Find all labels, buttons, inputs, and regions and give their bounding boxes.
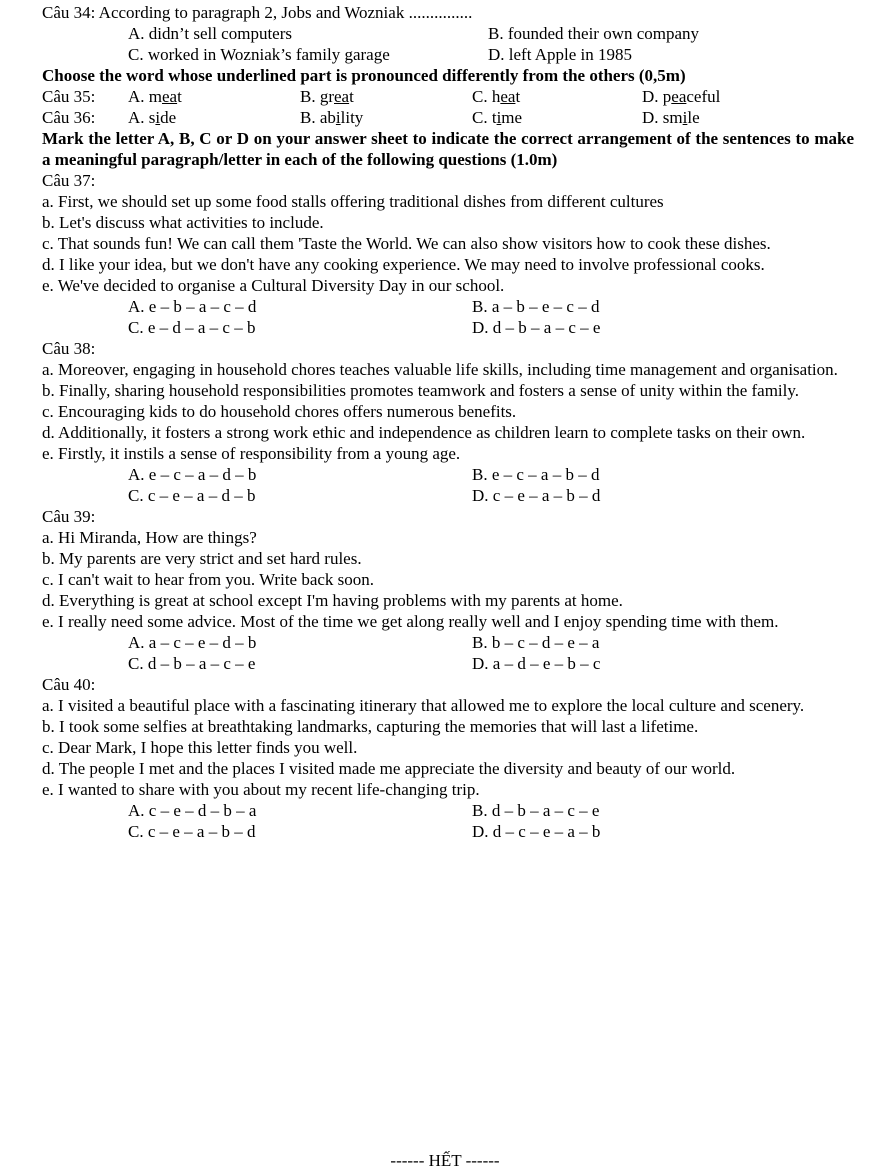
q39-sentence-d: d. Everything is great at school except I'm having problems with my parents at home. xyxy=(42,591,623,610)
q37-label: Câu 37: xyxy=(42,171,96,190)
q35-option-d: D. peaceful xyxy=(642,87,721,106)
q40-sentence-e: e. I wanted to share with you about my recent life-changing trip. xyxy=(42,780,480,799)
q39-sentence-a: a. Hi Miranda, How are things? xyxy=(42,528,257,547)
q40-option-b: B. d – b – a – c – e xyxy=(472,801,600,820)
q38-option-b: B. e – c – a – b – d xyxy=(472,465,600,484)
q38-sentence-a: a. Moreover, engaging in household chores teaches valuable life skills, including time management and organisation. xyxy=(42,360,838,379)
q34-option-d: D. left Apple in 1985 xyxy=(488,45,633,64)
q34-option-a: A. didn’t sell computers xyxy=(128,24,292,43)
q39-option-a: A. a – c – e – d – b xyxy=(128,633,257,652)
q37-sentence-b: b. Let's discuss what activities to include. xyxy=(42,213,324,232)
q40-option-a: A. c – e – d – b – a xyxy=(128,801,257,820)
q40-option-c: C. c – e – a – b – d xyxy=(128,822,256,841)
q37-option-c: C. e – d – a – c – b xyxy=(128,318,256,337)
q34-options xyxy=(42,23,854,65)
q39-sentence-b: b. My parents are very strict and set hard rules. xyxy=(42,549,362,568)
q37-option-a: A. e – b – a – c – d xyxy=(128,297,257,316)
q36-option-b: B. ability xyxy=(300,108,364,127)
q38-label: Câu 38: xyxy=(42,339,96,358)
q38-sentence-b: b. Finally, sharing household responsibilities promotes teamwork and fosters a sense of unity within the family. xyxy=(42,381,800,400)
end-marker: ------ HẾT ------ xyxy=(390,1151,500,1170)
q39-option-d: D. a – d – e – b – c xyxy=(472,654,601,673)
q36-option-c: C. time xyxy=(472,108,523,127)
q37-sentence-e: e. We've decided to organise a Cultural Diversity Day in our school. xyxy=(42,276,505,295)
q40-label: Câu 40: xyxy=(42,675,96,694)
q37-sentence-c: c. That sounds fun! We can call them 'Taste the World. We can also show visitors how to cook these dishes. xyxy=(42,234,771,253)
q38-option-d: D. c – e – a – b – d xyxy=(472,486,601,505)
q38-sentence-e: e. Firstly, it instils a sense of responsibility from a young age. xyxy=(42,444,461,463)
q40-option-d: D. d – c – e – a – b xyxy=(472,822,601,841)
q39-option-b: B. b – c – d – e – a xyxy=(472,633,600,652)
q38-options xyxy=(42,464,854,506)
q35-option-a: A. meat xyxy=(128,87,182,106)
q40-options xyxy=(42,800,854,842)
q36-row xyxy=(42,107,854,128)
q36-option-d: D. smile xyxy=(642,108,700,127)
q37-sentence-d: d. I like your idea, but we don't have any cooking experience. We may need to involve professional cooks. xyxy=(42,255,765,274)
q36-label: Câu 36: xyxy=(42,108,96,127)
q34-option-b: B. founded their own company xyxy=(488,24,700,43)
q40-sentence-d: d. The people I met and the places I visited made me appreciate the diversity and beauty of our world. xyxy=(42,759,736,778)
q38-sentence-c: c. Encouraging kids to do household chores offers numerous benefits. xyxy=(42,402,517,421)
q40-sentence-b: b. I took some selfies at breathtaking landmarks, capturing the memories that will last a lifetime. xyxy=(42,717,699,736)
q34-stem: Câu 34: According to paragraph 2, Jobs and Wozniak ............... xyxy=(42,3,473,22)
q38-option-c: C. c – e – a – d – b xyxy=(128,486,256,505)
q34-option-c: C. worked in Wozniak’s family garage xyxy=(128,45,390,64)
q37-sentence-a: a. First, we should set up some food stalls offering traditional dishes from different cultures xyxy=(42,192,664,211)
q39-options xyxy=(42,632,854,674)
q37-option-b: B. a – b – e – c – d xyxy=(472,297,600,316)
q38-sentence-d: d. Additionally, it fosters a strong work ethic and independence as children learn to complete tasks on their own. xyxy=(42,423,806,442)
q35-option-c: C. heat xyxy=(472,87,521,106)
q35-row xyxy=(42,86,854,107)
section-pronunciation-heading: Choose the word whose underlined part is pronounced differently from the others (0,5m) xyxy=(42,66,686,85)
q40-sentence-a: a. I visited a beautiful place with a fascinating itinerary that allowed me to explore the local culture and scenery. xyxy=(42,696,805,715)
q39-label: Câu 39: xyxy=(42,507,96,526)
q40-sentence-c: c. Dear Mark, I hope this letter finds you well. xyxy=(42,738,358,757)
q35-label: Câu 35: xyxy=(42,87,96,106)
q39-sentence-c: c. I can't wait to hear from you. Write back soon. xyxy=(42,570,375,589)
q38-option-a: A. e – c – a – d – b xyxy=(128,465,257,484)
q37-option-d: D. d – b – a – c – e xyxy=(472,318,601,337)
q36-option-a: A. side xyxy=(128,108,177,127)
q37-options xyxy=(42,296,854,338)
q39-sentence-e: e. I really need some advice. Most of the time we get along really well and I enjoy spending time with them. xyxy=(42,612,779,631)
section-arrangement-heading: Mark the letter A, B, C or D on your answer sheet to indicate the correct arrangement of the sentences to make a meaningful paragraph/letter in each of the following questions (1.0m) xyxy=(42,129,854,169)
q35-option-b: B. great xyxy=(300,87,354,106)
q39-option-c: C. d – b – a – c – e xyxy=(128,654,256,673)
